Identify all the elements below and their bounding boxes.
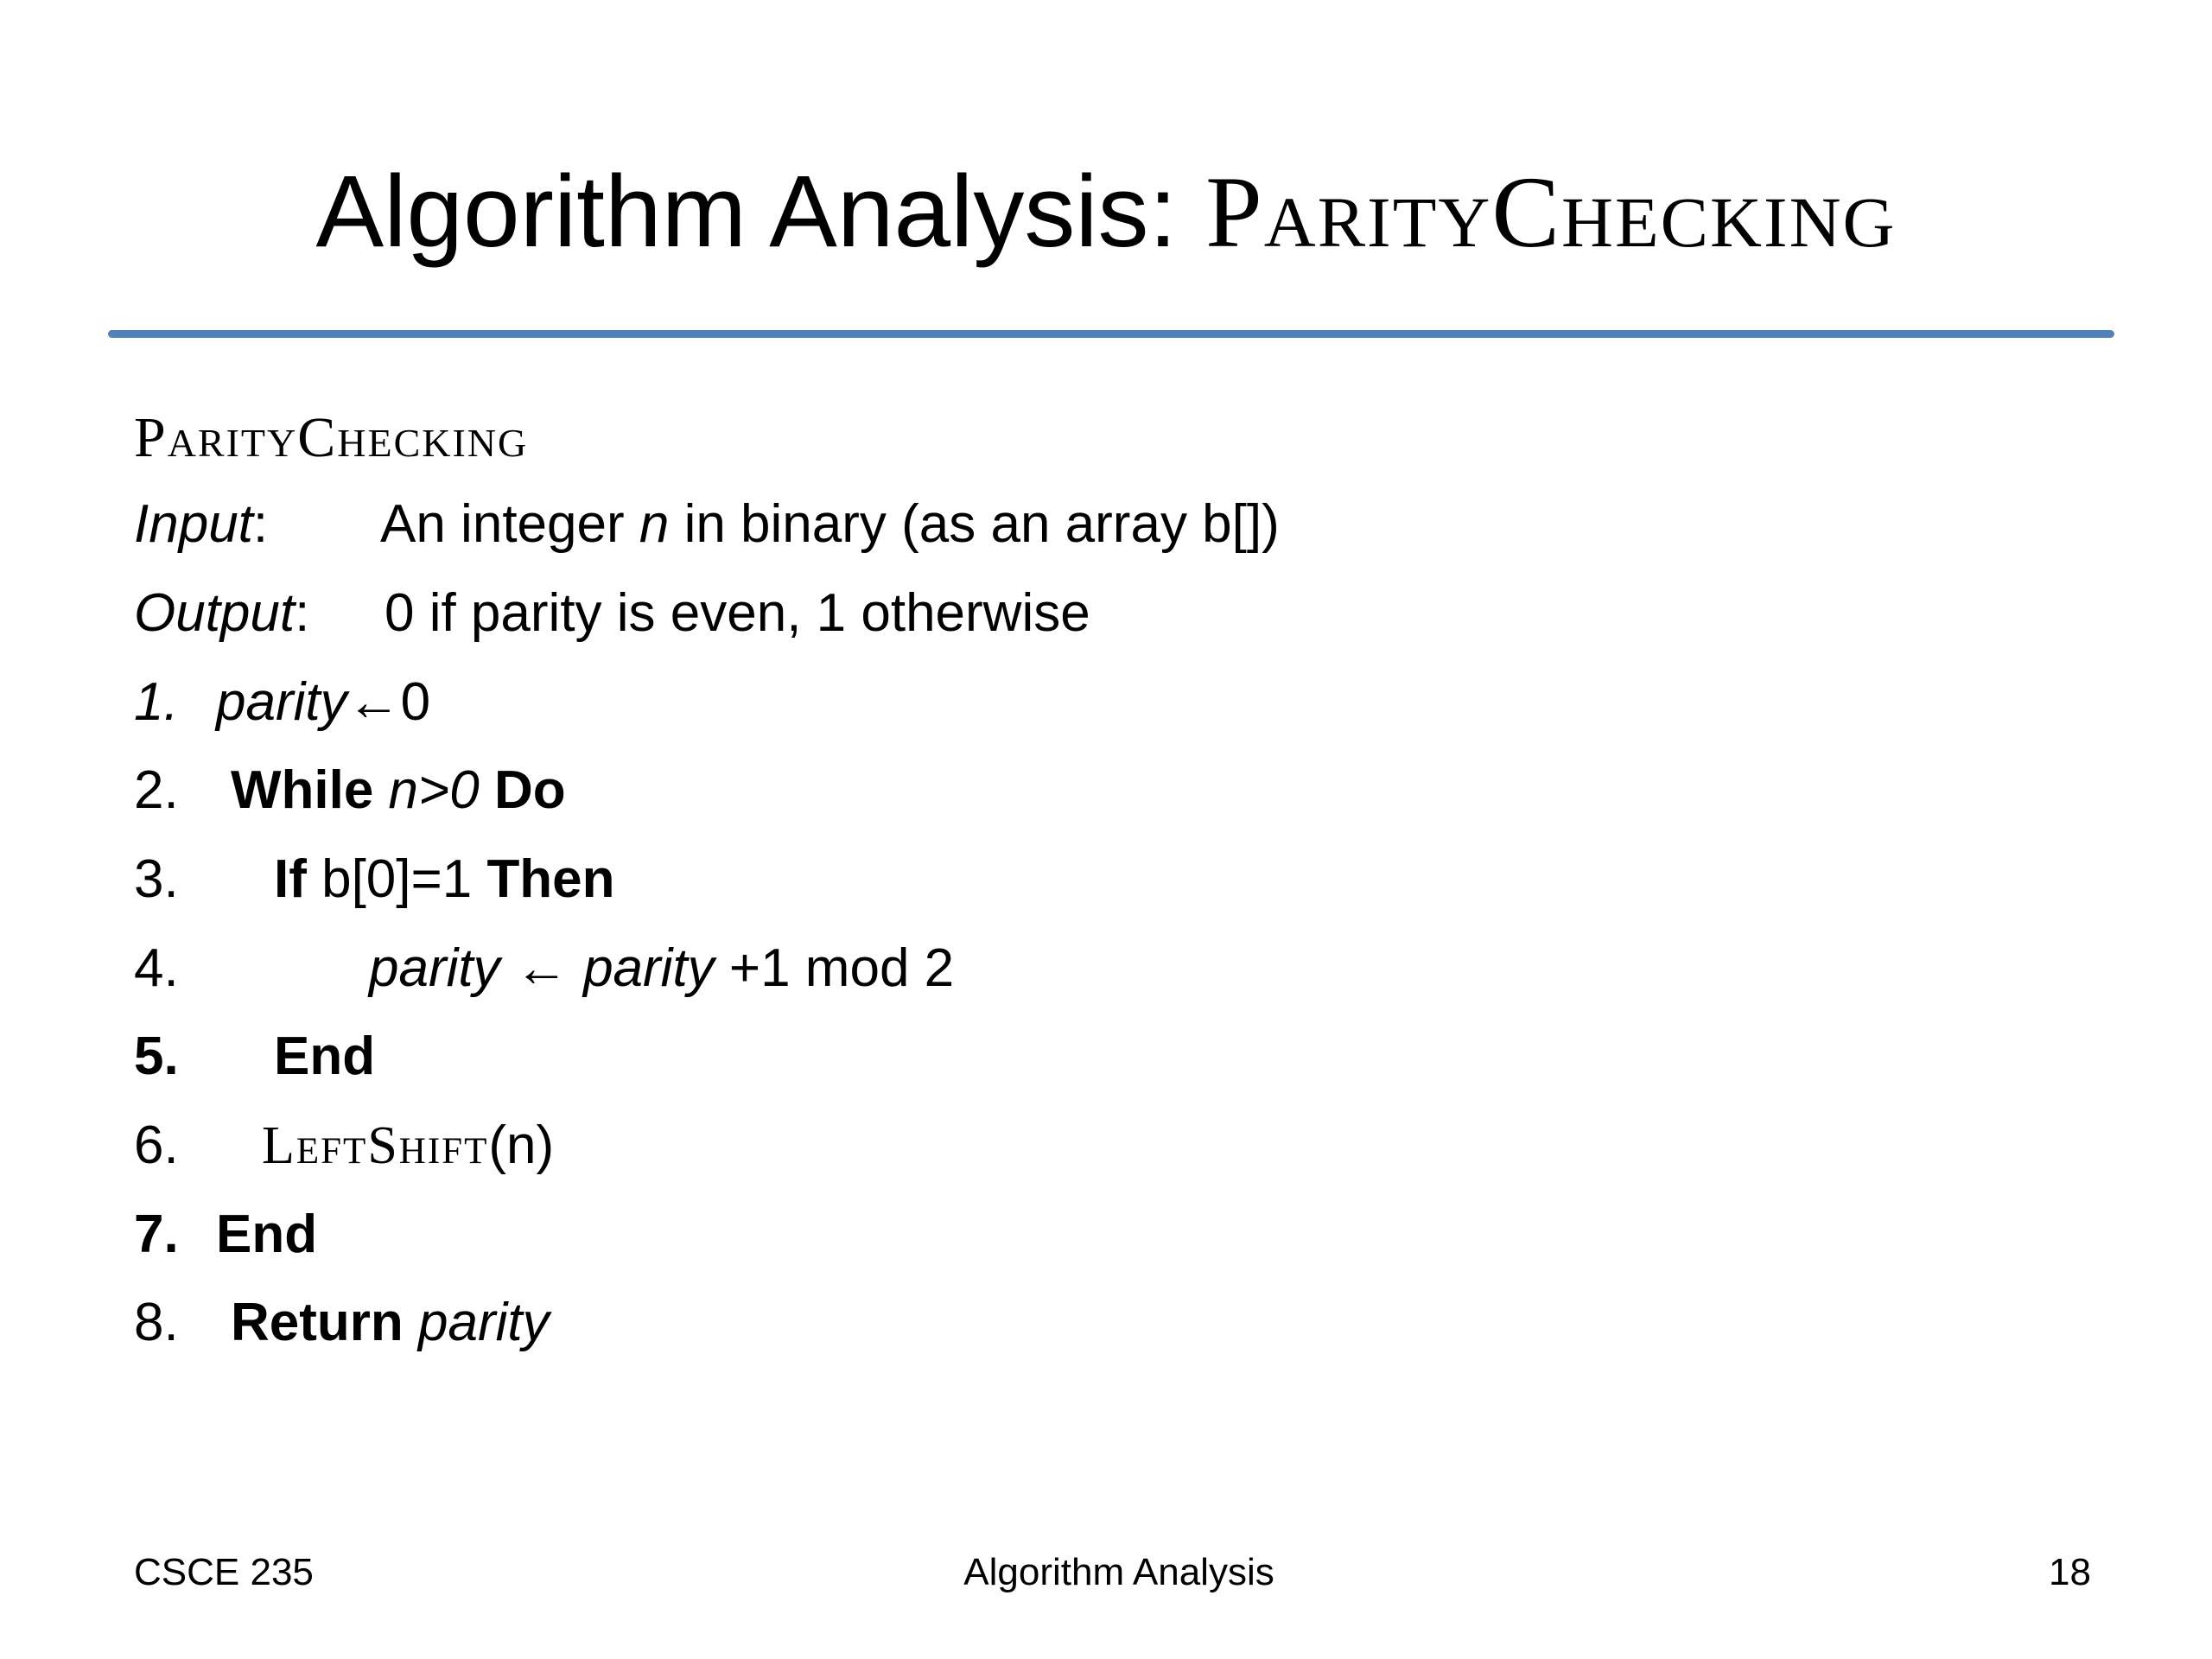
step-number: 5. — [134, 1027, 179, 1086]
input-text-a: An integer — [380, 494, 639, 554]
step-number: 1. — [134, 672, 179, 732]
step-number: 3. — [134, 849, 179, 909]
step-number: 4. — [134, 938, 179, 998]
step-keyword: End — [274, 1027, 376, 1086]
footer-page-number: 18 — [2049, 1551, 2091, 1593]
output-colon: : — [295, 583, 310, 643]
input-line — [134, 486, 1516, 563]
output-description: 0 if parity is even, 1 otherwise — [385, 583, 1090, 643]
step-keyword: If — [274, 849, 307, 909]
step-var: parity — [369, 938, 500, 998]
step-var: parity — [583, 938, 715, 998]
footer-course: CSCE 235 — [134, 1551, 314, 1593]
step-6 — [134, 1107, 1516, 1185]
step-statement — [231, 1284, 550, 1362]
step-number: 8. — [134, 1293, 179, 1352]
input-description — [380, 486, 1280, 563]
step-5 — [134, 1018, 1516, 1096]
title-divider — [108, 330, 2114, 338]
step-condition: b[0]=1 — [306, 849, 487, 909]
step-rest: ←0 — [346, 672, 431, 732]
step-number: 6. — [134, 1116, 179, 1175]
step-statement — [231, 752, 566, 830]
step-arrow: ← — [499, 938, 584, 998]
algorithm-name — [134, 397, 528, 475]
step-8 — [134, 1284, 1516, 1362]
slide-title — [0, 147, 2212, 276]
step-rest: +1 mod 2 — [714, 938, 955, 998]
step-4 — [134, 930, 1516, 1007]
step-number: 2. — [134, 760, 179, 820]
step-var: parity — [216, 672, 347, 732]
footer-topic: Algorithm Analysis — [963, 1551, 1274, 1593]
step-3 — [134, 841, 1516, 918]
title-prefix: Algorithm Analysis: — [315, 155, 1206, 269]
step-function: LeftShift — [262, 1116, 489, 1175]
step-statement — [216, 664, 430, 741]
step-var: parity — [403, 1293, 550, 1352]
step-statement — [369, 930, 954, 1007]
step-arg: (n) — [488, 1116, 555, 1175]
step-statement — [262, 1107, 554, 1185]
step-condition: n>0 — [373, 760, 494, 820]
step-keyword: Do — [493, 760, 566, 820]
step-keyword: Then — [486, 849, 615, 909]
step-keyword: End — [216, 1205, 318, 1264]
input-text-b: in binary (as an array b[]) — [669, 494, 1280, 554]
input-colon: : — [252, 494, 269, 554]
step-number: 7. — [134, 1205, 179, 1264]
input-label: Input — [134, 494, 253, 554]
output-label: Output — [134, 583, 296, 643]
title-algorithm-name: ParityChecking — [1205, 156, 1897, 269]
step-7 — [134, 1196, 1516, 1274]
output-line — [134, 575, 1516, 652]
step-keyword: While — [231, 760, 374, 820]
algorithm-name-text: ParityChecking — [134, 406, 529, 469]
step-keyword: Return — [231, 1293, 404, 1352]
step-statement — [274, 841, 615, 918]
step-1 — [134, 664, 1516, 741]
input-var: n — [639, 494, 670, 554]
step-2 — [134, 752, 1516, 830]
